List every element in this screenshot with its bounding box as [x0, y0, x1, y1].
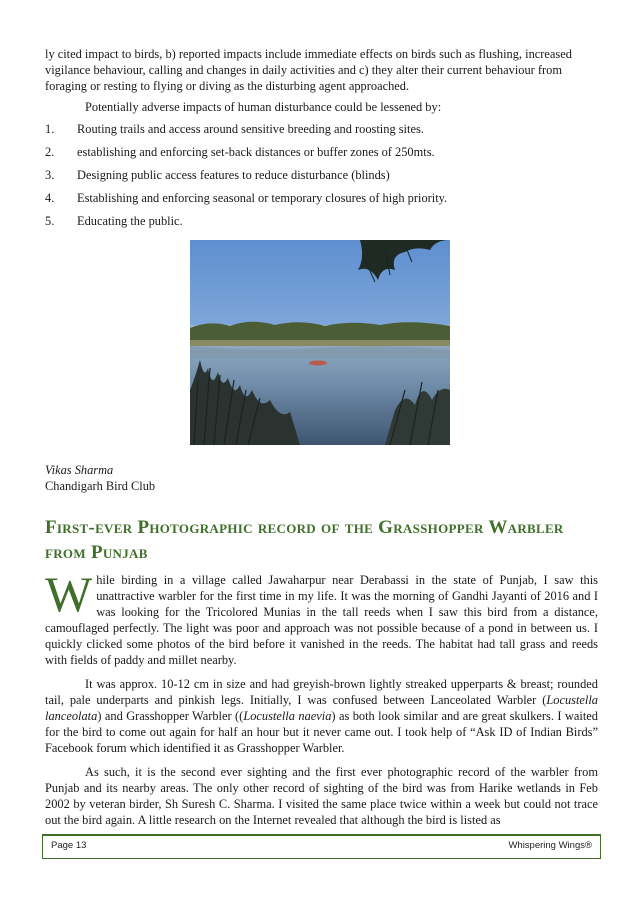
- species-name: Locustella lanceolata: [45, 693, 598, 723]
- list-item: 2. establishing and enforcing set-back distances or buffer zones of 250mts.: [45, 145, 435, 159]
- intro-paragraph: ly cited impact to birds, b) reported impacts include immediate effects on birds such as flushing, increased vigilance behaviour, calling and changes in daily activities and c) they alter their current behaviour from foraging or resting to flying or diving as the disturbing agent approached.: [45, 47, 572, 93]
- article-paragraph-2: It was approx. 10-12 cm in size and had greyish-brown lightly streaked upperparts & breast; rounded tail, pale underparts and pinkish legs. Initially, I was confused between Lanceolated Warbler (Locustella lanceolata) and Grasshopper Warbler ((Locustella naevia) as both look similar and are great skulkers. I waited for the bird to come out again for half an hour but it never came out. I took help of “Ask ID of Indian Birds” Facebook forum which identified it as Grasshopper Warbler.: [45, 677, 598, 755]
- species-name: Locustella naevia: [243, 709, 332, 723]
- page-footer: [42, 834, 601, 859]
- list-item: 4. Establishing and enforcing seasonal or temporary closures of high priority.: [45, 191, 448, 205]
- mitigation-intro: Potentially adverse impacts of human disturbance could be lessened by:: [85, 100, 442, 114]
- mitigation-list: [45, 121, 598, 236]
- publication-name: Whispering Wings®: [508, 840, 592, 851]
- page-number: Page 13: [51, 840, 87, 851]
- article-paragraph-3: As such, it is the second ever sighting and the first ever photographic record of the warbler from Punjab and its nearby areas. The only other record of sighting of the bird was from Harike wetlands in Feb 2002 by veteran birder, Sh Suresh C. Sharma. I visited the same place twice within a week but could not trace out the bird again. A little research on the Internet revealed that although the bird is listed as: [45, 765, 598, 827]
- author-name: Vikas Sharma: [45, 463, 114, 477]
- article-body: [45, 566, 598, 828]
- author-affiliation: Chandigarh Bird Club: [45, 479, 156, 493]
- author-block: [45, 462, 155, 494]
- list-item: 5. Educating the public.: [45, 214, 183, 228]
- list-item: 3. Designing public access features to reduce disturbance (blinds): [45, 168, 390, 182]
- wetland-photo: [190, 240, 450, 445]
- article-title: First-ever Photographic record of the Grasshopper Warbler from Punjab: [45, 517, 564, 563]
- article-paragraph-1: While birding in a village called Jawaharpur near Derabassi in the state of Punjab, I saw this unattractive warbler for the first time in my life. It was the morning of Gandhi Jayanti of 2016 and I was looking for the Tricolored Munias in the tall reeds when I saw this bird from a distance, camouflaged perfectly. The light was poor and approach was not possible because of a pond in between us. I quickly clicked some photos of the bird before it vanished in the reeds. The habitat had tall grass and reeds with fields of paddy and millet nearby.: [45, 566, 598, 667]
- drop-cap: W: [45, 566, 93, 622]
- list-item: 1. Routing trails and access around sensitive breeding and roosting sites.: [45, 122, 424, 136]
